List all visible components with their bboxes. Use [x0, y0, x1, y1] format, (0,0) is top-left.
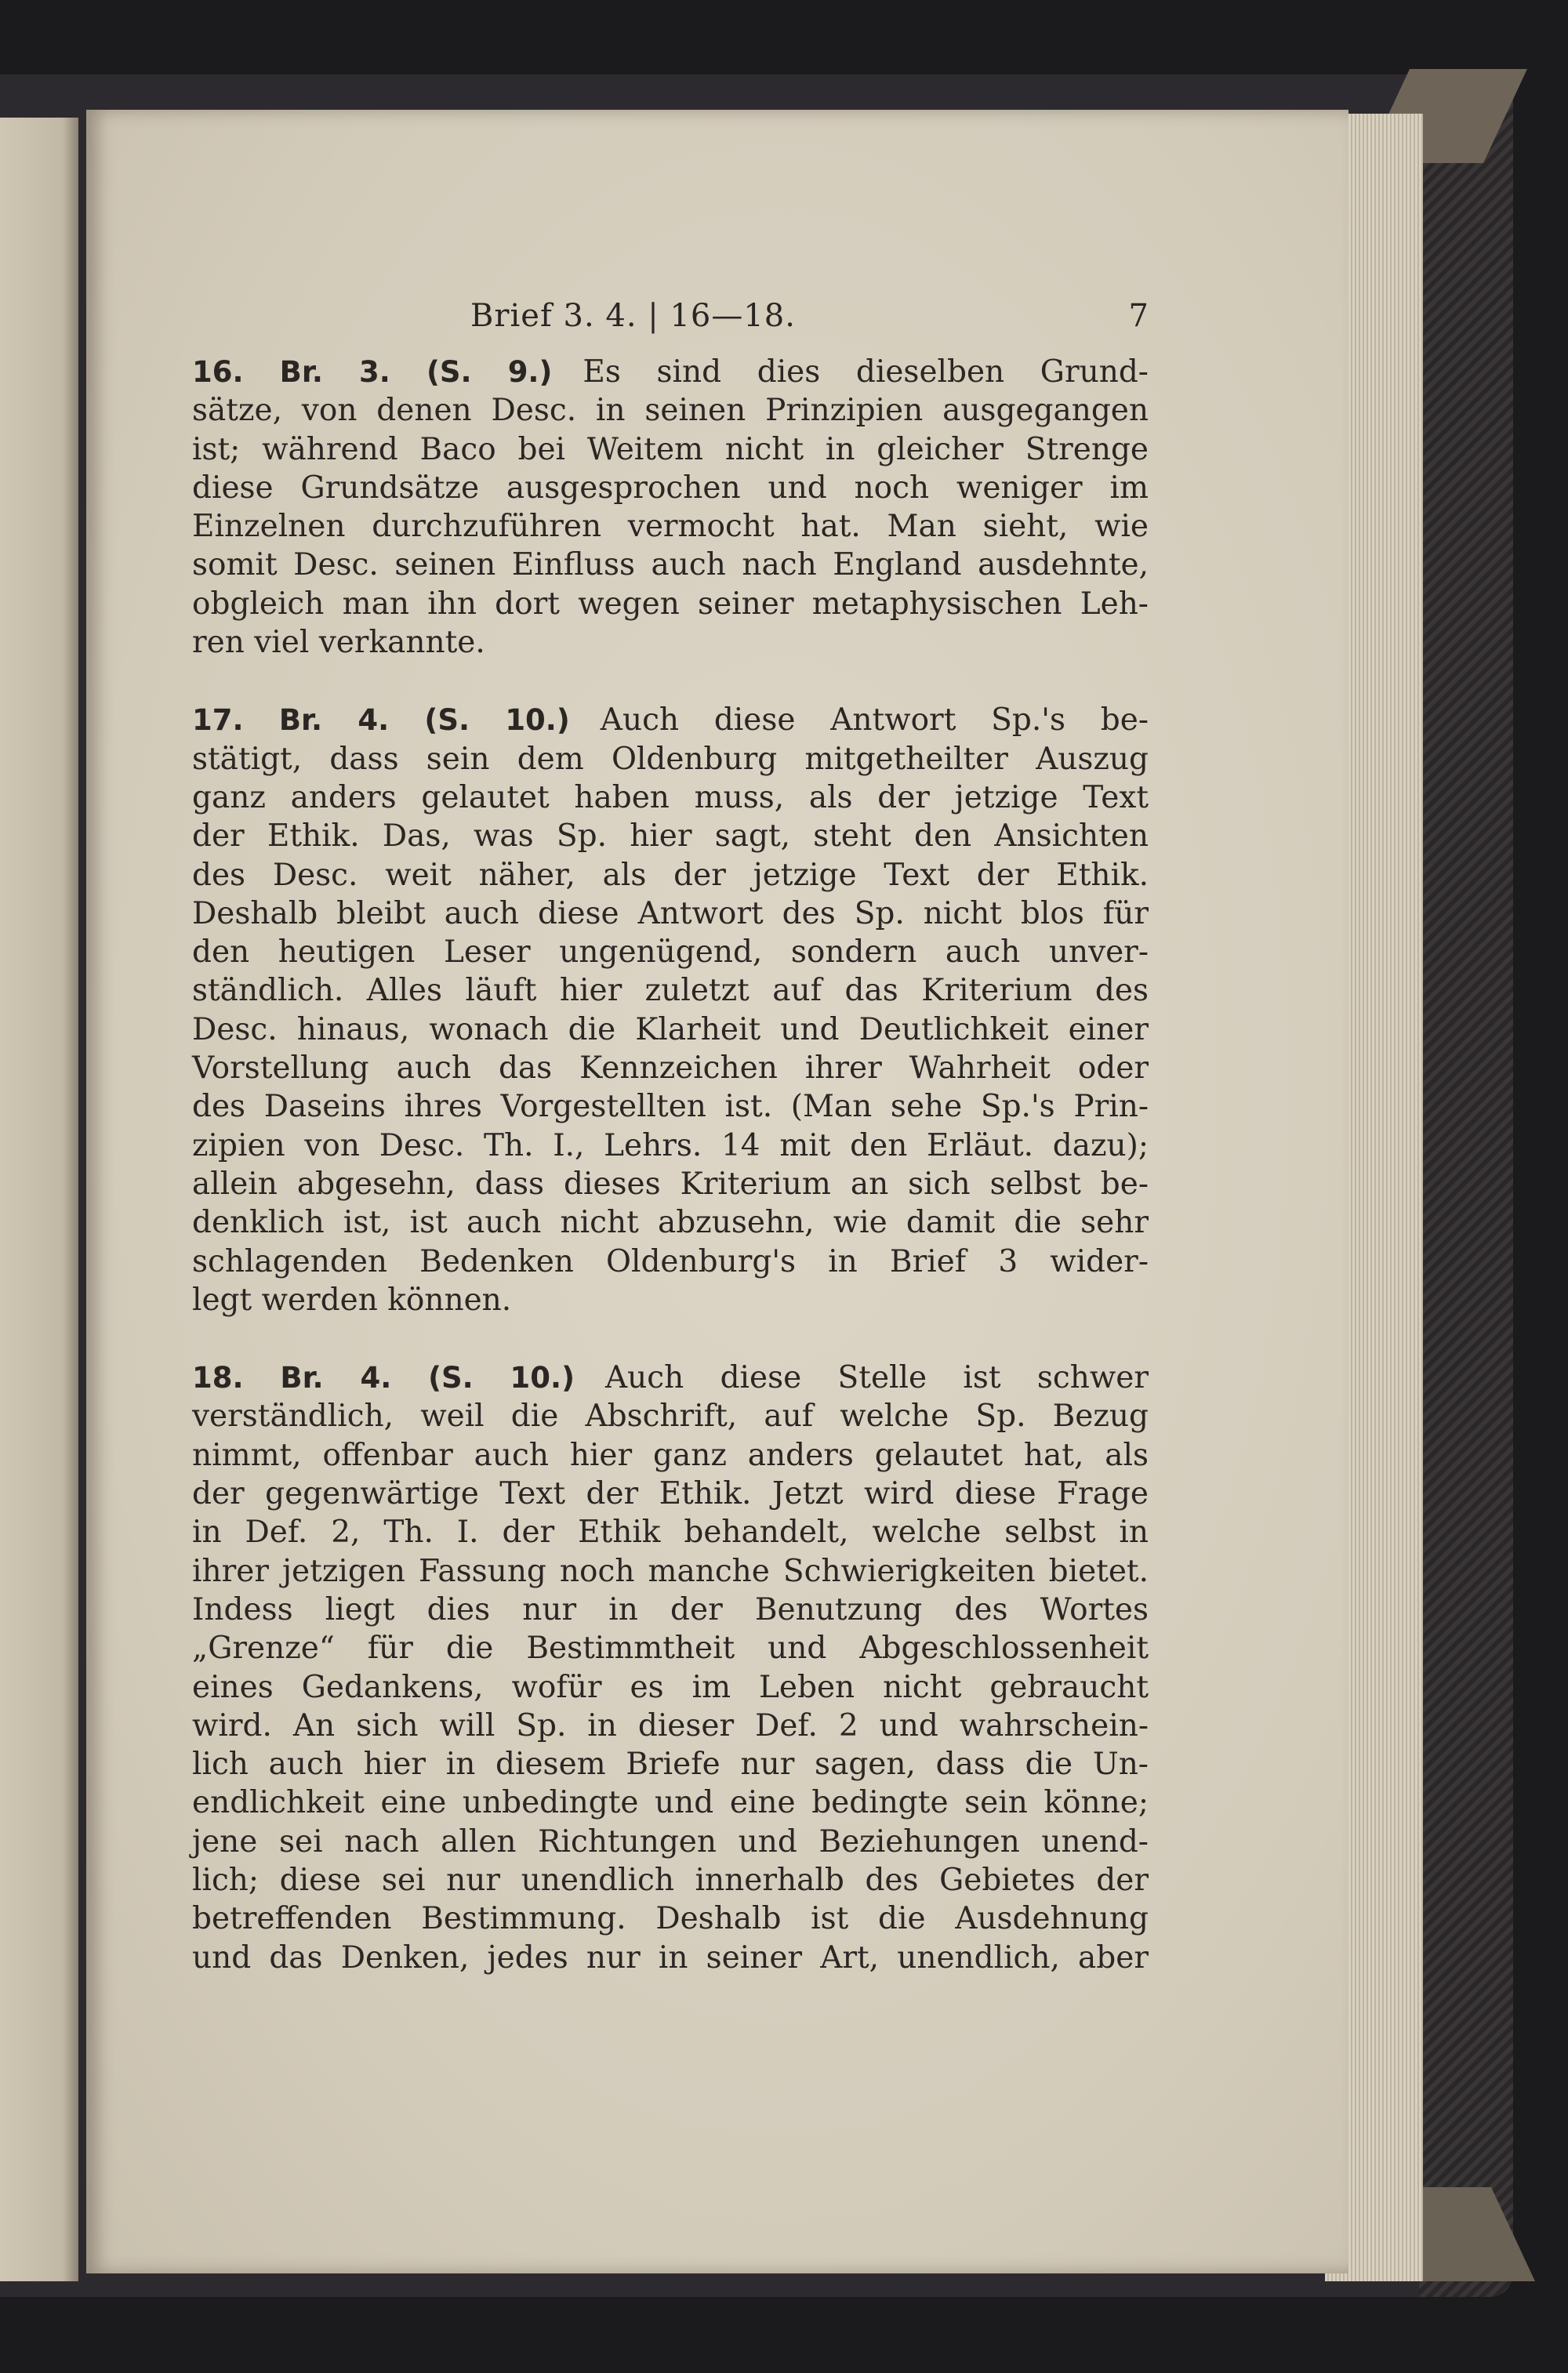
commentary-paragraph — [192, 701, 1149, 1319]
line-text: ständlich. Alles läuft hier zuletzt auf das Kriterium des — [192, 973, 1149, 1009]
line-text: legt werden können. — [192, 1282, 512, 1318]
line-text: verständlich, weil die Abschrift, auf welche Sp. Bezug — [192, 1399, 1149, 1435]
text-line — [192, 778, 1149, 817]
text-line — [192, 1552, 1149, 1591]
line-text: schlagenden Bedenken Oldenburg's in Brief 3 wider- — [192, 1243, 1149, 1279]
text-line — [192, 469, 1149, 507]
text-line — [192, 1127, 1149, 1165]
line-text: ist; während Baco bei Weitem nicht in gleicher Strenge — [192, 431, 1149, 467]
line-text: der Ethik. Das, was Sp. hier sagt, steht den Ansichten — [192, 818, 1149, 854]
text-line — [192, 1783, 1149, 1822]
text-line — [192, 623, 1149, 662]
line-text: zipien von Desc. Th. I., Lehrs. 14 mit den Erläut. dazu); — [192, 1127, 1149, 1163]
text-line — [192, 1436, 1149, 1475]
text-line — [192, 1203, 1149, 1242]
line-text: des Daseins ihres Vorgestellten ist. (Man sehe Sp.'s Prin- — [192, 1089, 1149, 1125]
line-text: allein abgesehn, dass dieses Kriterium an sich selbst be- — [192, 1166, 1149, 1202]
running-head — [196, 298, 1149, 353]
text-line — [192, 971, 1149, 1010]
line-text: „Grenze“ für die Bestimmtheit und Abgeschlossenheit — [192, 1631, 1149, 1667]
text-line — [192, 1707, 1149, 1745]
line-text: diese Grundsätze ausgesprochen und noch weniger im — [192, 470, 1149, 506]
line-text: eines Gedankens, wofür es im Leben nicht gebraucht — [192, 1669, 1149, 1705]
line-text: sätze, von denen Desc. in seinen Prinzipien ausgegangen — [192, 393, 1149, 429]
line-text: Einzelnen durchzuführen vermocht hat. Man sieht, wie — [192, 509, 1149, 545]
commentary-paragraphs — [192, 353, 1149, 1977]
text-line — [192, 817, 1149, 855]
text-line — [192, 1165, 1149, 1203]
text-line — [192, 1475, 1149, 1513]
note-reference: 17. Br. 4. (S. 10.) — [192, 703, 570, 738]
page-number: 7 — [1128, 298, 1149, 334]
line-text: betreffenden Bestimmung. Deshalb ist die Ausdehnung — [192, 1901, 1149, 1937]
text-line — [192, 1668, 1149, 1707]
text-line — [192, 1899, 1149, 1938]
text-line — [192, 1049, 1149, 1087]
cover-edge-texture — [1419, 74, 1513, 2297]
line-text: Deshalb bleibt auch diese Antwort des Sp. nicht blos für — [192, 895, 1149, 931]
text-line — [192, 1823, 1149, 1861]
line-text: denklich ist, ist auch nicht abzusehn, wie damit die sehr — [192, 1205, 1149, 1241]
line-text: somit Desc. seinen Einfluss auch nach England ausdehnte, — [192, 547, 1149, 583]
text-line — [192, 701, 1149, 739]
line-text: und das Denken, jedes nur in seiner Art, unendlich, aber — [192, 1939, 1149, 1976]
line-text: Indess liegt dies nur in der Benutzung des Wortes — [192, 1591, 1149, 1627]
text-line — [192, 1861, 1149, 1899]
line-text: Auch diese Stelle ist schwer — [605, 1360, 1149, 1396]
text-line — [192, 856, 1149, 894]
text-line — [192, 894, 1149, 933]
line-text: nimmt, offenbar auch hier ganz anders gelautet hat, als — [192, 1437, 1149, 1473]
line-text: wird. An sich will Sp. in dieser Def. 2 und wahrschein- — [192, 1707, 1149, 1743]
facing-page-edge — [0, 118, 78, 2281]
line-text: den heutigen Leser ungenügend, sondern auch unver- — [192, 934, 1149, 971]
line-text: jene sei nach allen Richtungen und Beziehungen unend- — [192, 1823, 1149, 1860]
commentary-paragraph — [192, 353, 1149, 662]
line-text: Es sind dies dieselben Grund- — [583, 354, 1149, 390]
running-head-text: Brief 3. 4. | 16—18. — [470, 298, 796, 334]
line-text: Auch diese Antwort Sp.'s be- — [600, 702, 1149, 738]
line-text: ihrer jetzigen Fassung noch manche Schwierigkeiten bietet. — [192, 1553, 1149, 1589]
text-line — [192, 1011, 1149, 1049]
text-line — [192, 1243, 1149, 1281]
line-text: lich; diese sei nur unendlich innerhalb des Gebietes der — [192, 1862, 1149, 1898]
line-text: ren viel verkannte. — [192, 625, 485, 661]
text-line — [192, 1087, 1149, 1126]
text-line — [192, 1359, 1149, 1397]
text-line — [192, 391, 1149, 430]
line-text: des Desc. weit näher, als der jetzige Text der Ethik. — [192, 857, 1149, 893]
line-text: lich auch hier in diesem Briefe nur sagen, dass die Un- — [192, 1747, 1149, 1783]
line-text: Vorstellung auch das Kennzeichen ihrer Wahrheit oder — [192, 1050, 1149, 1087]
text-line — [192, 507, 1149, 546]
text-line — [192, 1629, 1149, 1667]
text-line — [192, 740, 1149, 778]
text-line — [192, 430, 1149, 469]
text-line — [192, 546, 1149, 584]
line-text: ganz anders gelautet haben muss, als der jetzige Text — [192, 779, 1149, 815]
line-text: obgleich man ihn dort wegen seiner metaphysischen Leh- — [192, 586, 1149, 622]
text-line — [192, 585, 1149, 623]
page-text — [192, 298, 1149, 2016]
text-line — [192, 1281, 1149, 1319]
line-text: der gegenwärtige Text der Ethik. Jetzt wird diese Frage — [192, 1476, 1149, 1512]
text-line — [192, 1513, 1149, 1551]
line-text: in Def. 2, Th. I. der Ethik behandelt, welche selbst in — [192, 1515, 1149, 1551]
note-reference: 16. Br. 3. (S. 9.) — [192, 355, 553, 389]
line-text: Desc. hinaus, wonach die Klarheit und Deutlichkeit einer — [192, 1011, 1149, 1047]
line-text: stätigt, dass sein dem Oldenburg mitgetheilter Auszug — [192, 741, 1149, 777]
text-line — [192, 933, 1149, 971]
text-line — [192, 1745, 1149, 1783]
note-reference: 18. Br. 4. (S. 10.) — [192, 1361, 575, 1395]
text-line — [192, 1939, 1149, 1977]
commentary-paragraph — [192, 1359, 1149, 1977]
text-line — [192, 1397, 1149, 1435]
line-text: endlichkeit eine unbedingte und eine bedingte sein könne; — [192, 1785, 1149, 1821]
text-line — [192, 353, 1149, 391]
text-line — [192, 1591, 1149, 1629]
